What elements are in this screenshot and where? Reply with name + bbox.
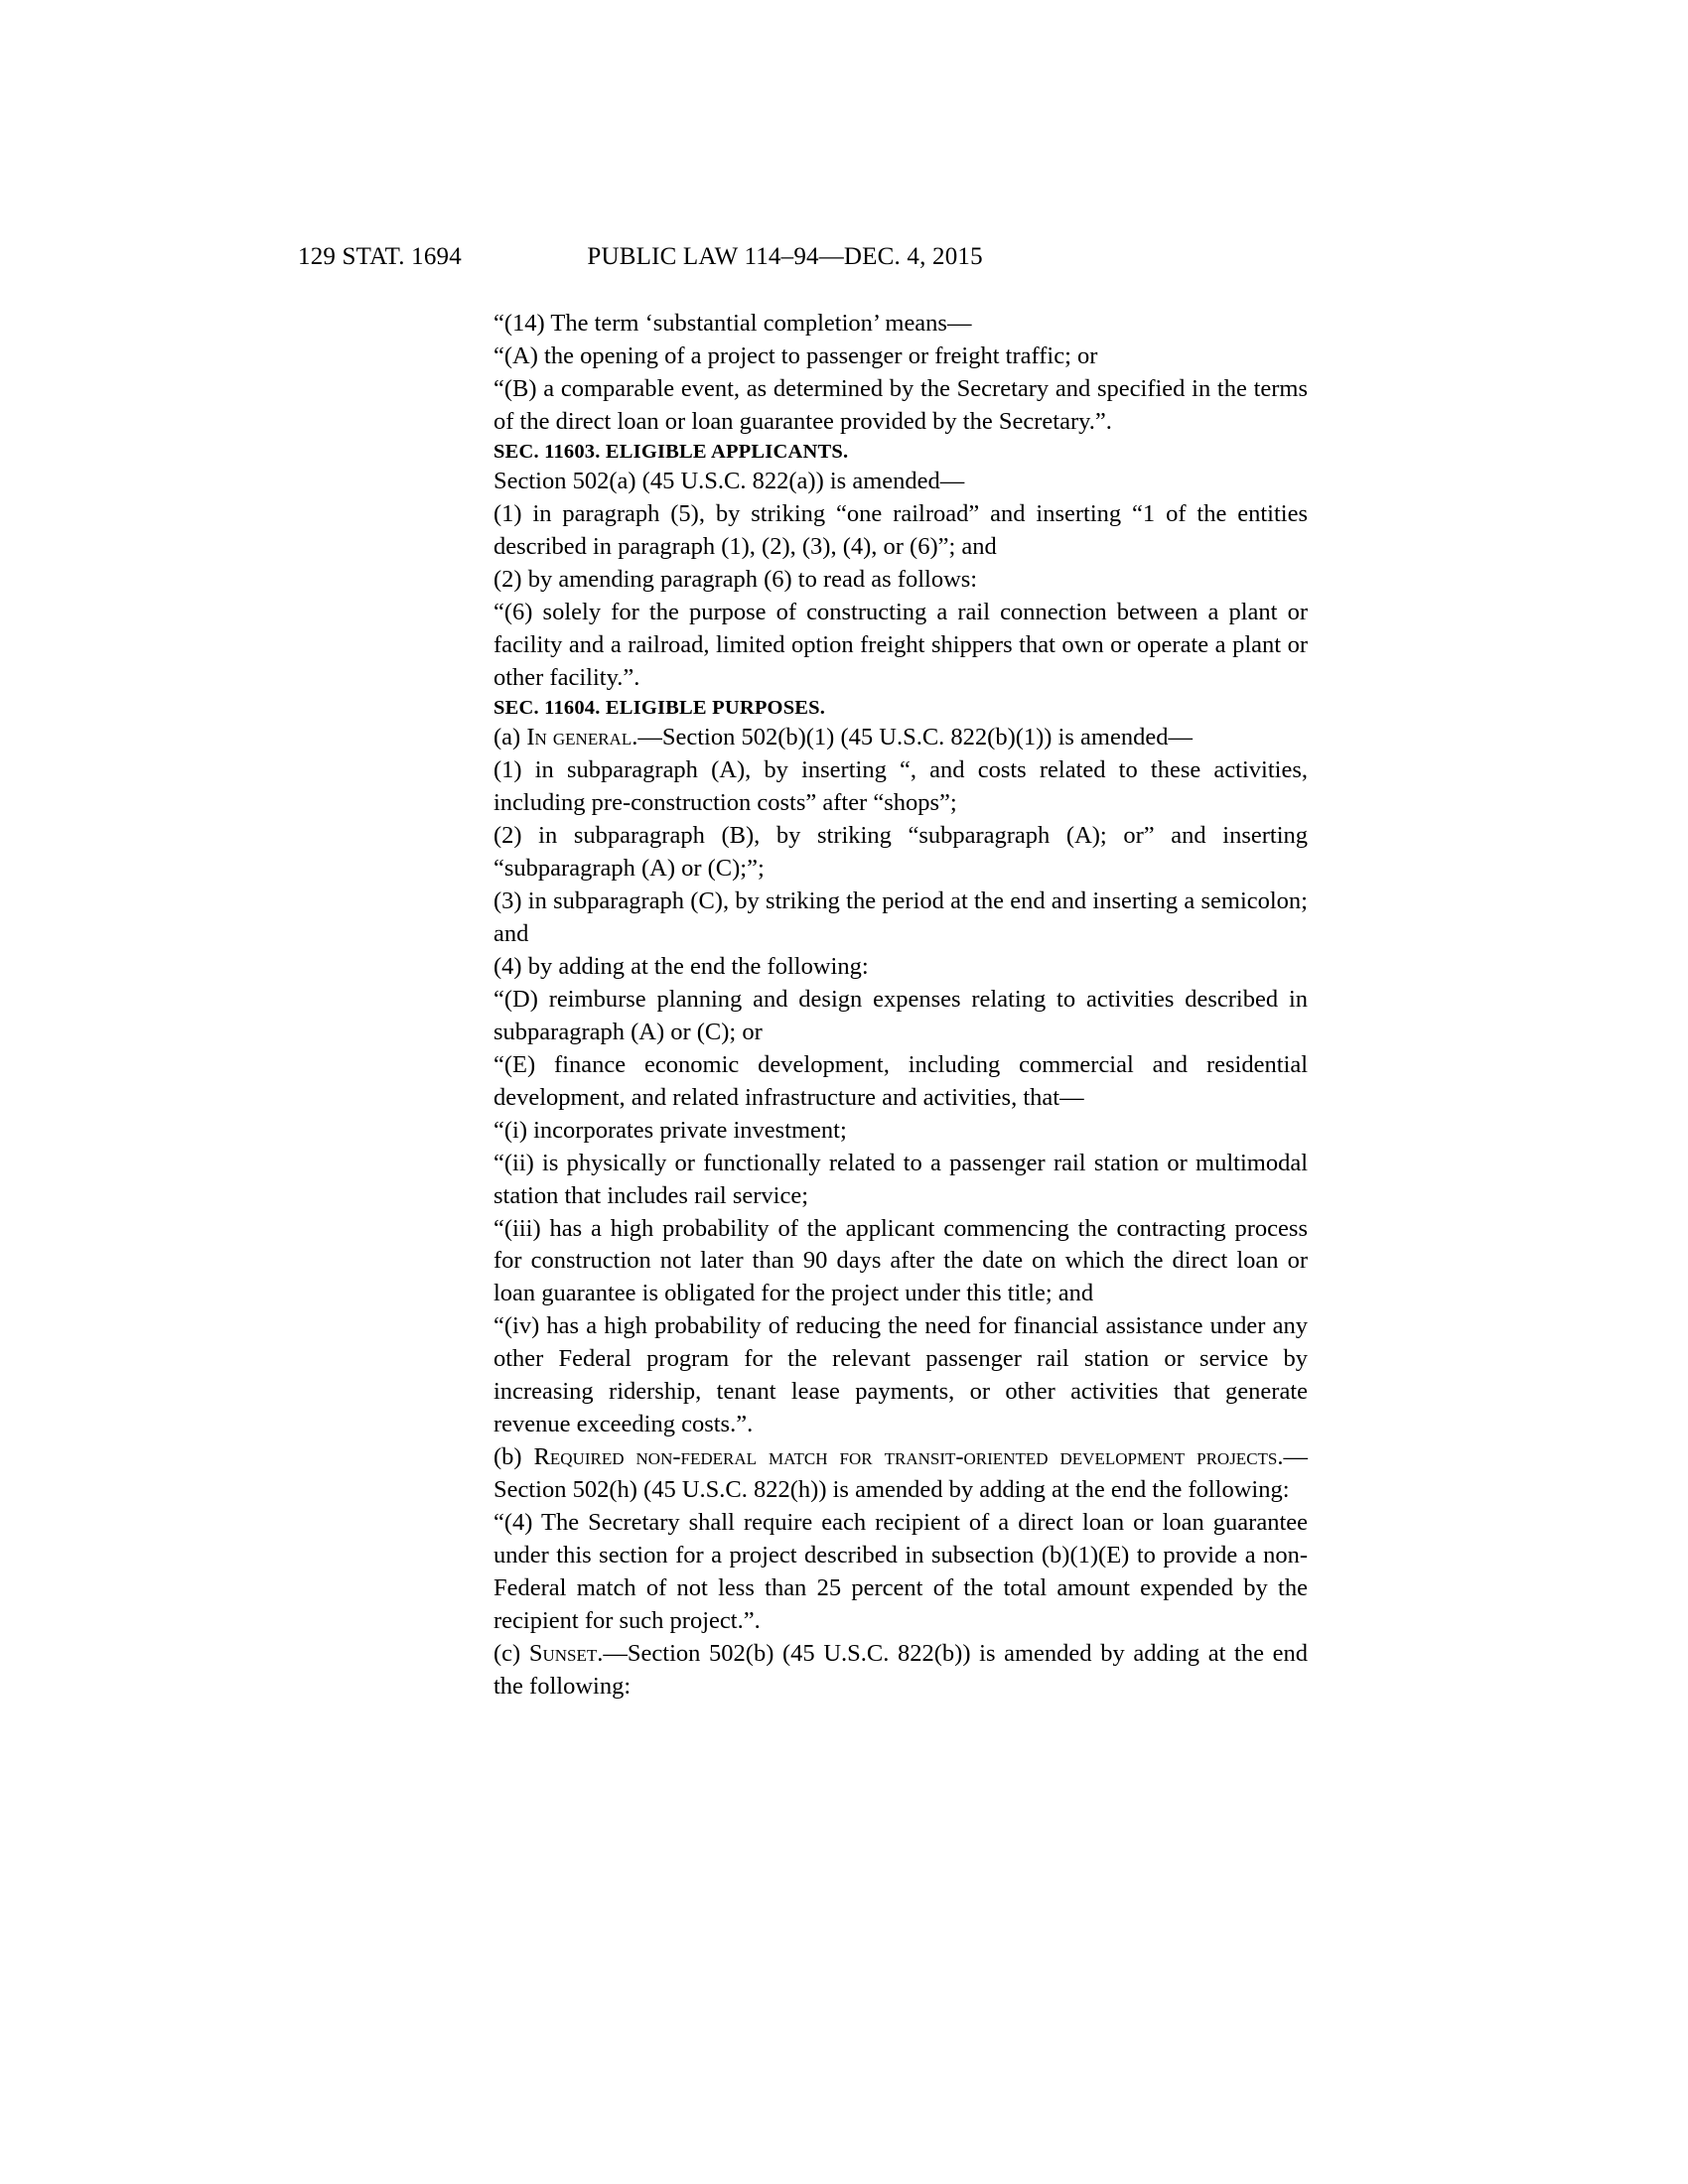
section-11604-subsection-b: (b) Required non-federal match for transit-oriented development projects.—Section 502(h) (45 U.S.C. 822(h)) is amended by adding at the end the following:	[493, 1443, 1308, 1503]
subparagraph-E: “(E) finance economic development, including commercial and residential development, and related infrastructure and activities, that—	[493, 1050, 1308, 1111]
page-header	[298, 243, 1390, 271]
section-11603-paragraph-6: “(6) solely for the purpose of constructing a rail connection between a plant or facility and a railroad, limited option freight shippers that own or operate a plant or other facility.”.	[493, 599, 1308, 691]
statute-citation: 129 STAT. 1694	[298, 243, 462, 270]
section-11604-a-item-3: (3) in subparagraph (C), by striking the period at the end and inserting a semicolon; and	[493, 887, 1308, 948]
section-11604-b-paragraph-4: “(4) The Secretary shall require each recipient of a direct loan or loan guarantee under this section for a project described in subsection (b)(1)(E) to provide a non-Federal match of not less than 25 percent of the total amount expended by the recipient for such project.”.	[493, 1508, 1308, 1634]
section-heading-11603: SEC. 11603. ELIGIBLE APPLICANTS.	[493, 440, 849, 463]
section-11604-a-item-2: (2) in subparagraph (B), by striking “subparagraph (A); or” and inserting “subparagraph (A) or (C);”;	[493, 822, 1308, 883]
subsection-caption: Sunset.	[528, 1639, 604, 1667]
paragraph-14: “(14) The term ‘substantial completion’ means—	[493, 310, 972, 337]
clause-i: “(i) incorporates private investment;	[493, 1116, 847, 1144]
document-body	[493, 308, 1308, 1704]
section-11603-item-2: (2) by amending paragraph (6) to read as follows:	[493, 566, 978, 594]
section-11604-subsection-a: (a) In general.—Section 502(b)(1) (45 U.S.C. 822(b)(1)) is amended—	[493, 724, 1193, 751]
public-law-citation: PUBLIC LAW 114–94—DEC. 4, 2015	[587, 243, 983, 270]
section-heading-11604: SEC. 11604. ELIGIBLE PURPOSES.	[493, 696, 826, 719]
section-11604-a-item-4: (4) by adding at the end the following:	[493, 953, 869, 980]
section-11603-item-1: (1) in paragraph (5), by striking “one railroad” and inserting “1 of the entities described in paragraph (1), (2), (3), (4), or (6)”; and	[493, 500, 1308, 561]
paragraph-14-B: “(B) a comparable event, as determined by the Secretary and specified in the terms of the direct loan or loan guarantee provided by the Secretary.”.	[493, 374, 1308, 435]
subsection-caption: Required non-federal match for transit-oriented development projects.	[533, 1443, 1284, 1471]
section-11604-subsection-c: (c) Sunset.—Section 502(b) (45 U.S.C. 822(b)) is amended by adding at the end the following:	[493, 1639, 1308, 1700]
subparagraph-D: “(D) reimburse planning and design expenses relating to activities described in subparagraph (A) or (C); or	[493, 985, 1308, 1045]
subsection-caption: In general.	[526, 724, 638, 751]
section-11603-lead: Section 502(a) (45 U.S.C. 822(a)) is amended—	[493, 468, 965, 495]
clause-iv: “(iv) has a high probability of reducing the need for financial assistance under any other Federal program for the relevant passenger rail station or service by increasing ridership, tenant lease payments, or other activities that generate revenue exceeding costs.”.	[493, 1312, 1308, 1438]
clause-ii: “(ii) is physically or functionally related to a passenger rail station or multimodal station that includes rail service;	[493, 1149, 1308, 1209]
paragraph-14-A: “(A) the opening of a project to passenger or freight traffic; or	[493, 341, 1098, 369]
section-11604-a-item-1: (1) in subparagraph (A), by inserting “, and costs related to these activities, including pre-construction costs” after “shops”;	[493, 756, 1308, 817]
clause-iii: “(iii) has a high probability of the applicant commencing the contracting process for construction not later than 90 days after the date on which the direct loan or loan guarantee is obligated for the project under this title; and	[493, 1214, 1308, 1307]
